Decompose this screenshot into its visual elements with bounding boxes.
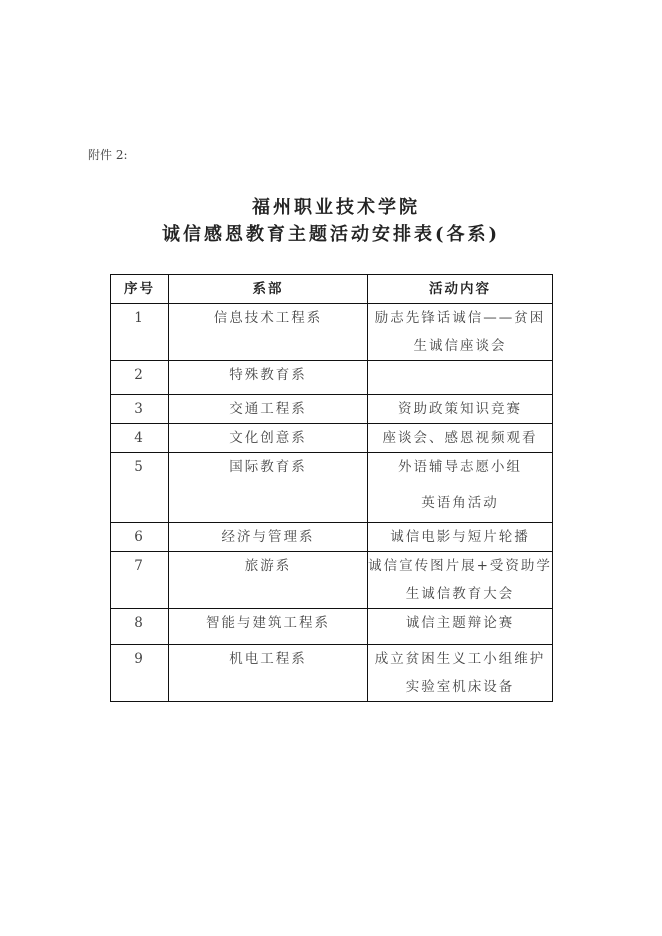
row-department: 旅游系 xyxy=(169,552,368,609)
activity-line: 外语辅导志愿小组 xyxy=(398,459,522,475)
row-activity xyxy=(368,645,553,702)
table-row xyxy=(111,395,553,424)
table-row xyxy=(111,424,553,453)
row-number: 5 xyxy=(111,453,169,523)
attachment-label: 附件 2: xyxy=(88,148,128,162)
row-number: 2 xyxy=(111,361,169,395)
table-row xyxy=(111,609,553,645)
row-activity xyxy=(368,453,553,523)
activity-line: 诚信宣传图片展+受资助学 xyxy=(368,558,552,574)
row-department: 机电工程系 xyxy=(169,645,368,702)
row-number: 1 xyxy=(111,304,169,361)
row-number: 7 xyxy=(111,552,169,609)
row-department: 智能与建筑工程系 xyxy=(169,609,368,645)
row-activity xyxy=(368,523,553,552)
row-department: 交通工程系 xyxy=(169,395,368,424)
row-number: 3 xyxy=(111,395,169,424)
activity-line: 生诚信座谈会 xyxy=(413,338,507,354)
activity-line: 生诚信教育大会 xyxy=(405,586,515,602)
activity-line: 成立贫困生义工小组维护 xyxy=(374,651,546,667)
activity-schedule-table xyxy=(110,274,553,702)
row-department: 经济与管理系 xyxy=(169,523,368,552)
row-number: 9 xyxy=(111,645,169,702)
row-department: 信息技术工程系 xyxy=(169,304,368,361)
activity-line: 资助政策知识竞赛 xyxy=(398,401,522,417)
activity-line: 实验室机床设备 xyxy=(405,679,515,695)
activity-line: 诚信电影与短片轮播 xyxy=(390,529,530,545)
title-schedule: 诚信感恩教育主题活动安排表(各系) xyxy=(161,224,501,245)
table-row xyxy=(111,552,553,609)
row-activity xyxy=(368,304,553,361)
title-institution: 福州职业技术学院 xyxy=(252,197,420,218)
row-department: 特殊教育系 xyxy=(169,361,368,395)
table-row xyxy=(111,361,553,395)
table-header-row xyxy=(111,275,553,304)
row-number: 6 xyxy=(111,523,169,552)
row-activity xyxy=(368,552,553,609)
row-department: 文化创意系 xyxy=(169,424,368,453)
activity-line: 座谈会、感恩视频观看 xyxy=(382,430,538,446)
activity-line: 诚信主题辩论赛 xyxy=(405,615,515,631)
header-number: 序号 xyxy=(111,275,169,304)
activity-line: 英语角活动 xyxy=(421,495,499,511)
table-row xyxy=(111,645,553,702)
activity-line: 励志先锋话诚信——贫困 xyxy=(374,310,546,326)
row-activity xyxy=(368,395,553,424)
header-department: 系部 xyxy=(169,275,368,304)
row-activity xyxy=(368,609,553,645)
row-activity xyxy=(368,424,553,453)
table-row xyxy=(111,523,553,552)
header-activity: 活动内容 xyxy=(368,275,553,304)
row-activity xyxy=(368,361,553,395)
table-row xyxy=(111,304,553,361)
row-number: 4 xyxy=(111,424,169,453)
row-department: 国际教育系 xyxy=(169,453,368,523)
row-number: 8 xyxy=(111,609,169,645)
table-row xyxy=(111,453,553,523)
